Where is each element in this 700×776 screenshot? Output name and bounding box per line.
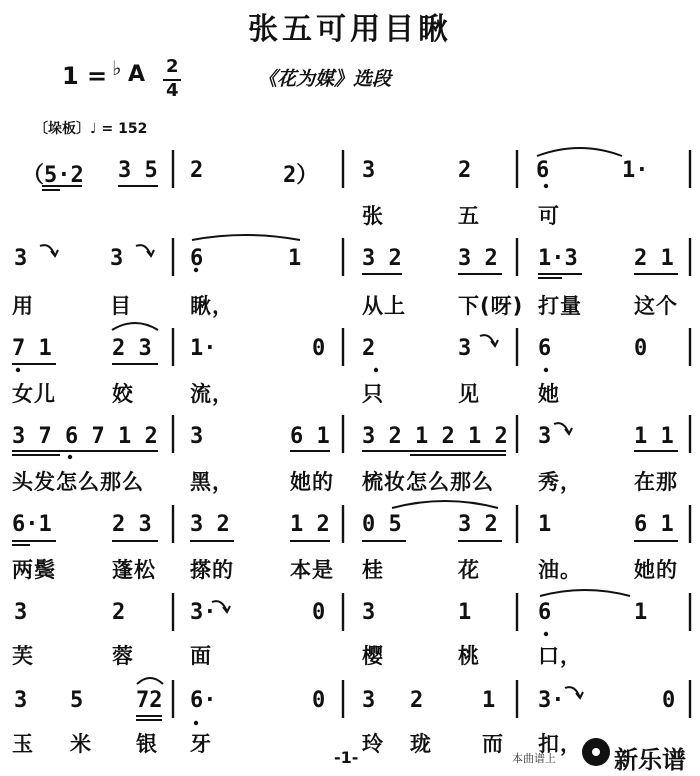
lyric-text: 玲 bbox=[362, 732, 384, 756]
lyric-text: 打量 bbox=[538, 294, 582, 318]
lyric-text: 蓉 bbox=[112, 644, 134, 668]
lyric-text: 五 bbox=[458, 204, 480, 228]
note-group: 0 5 bbox=[362, 512, 402, 537]
note-group: 1·3 bbox=[538, 246, 578, 271]
watermark-text: 本曲谱上 bbox=[512, 752, 556, 765]
note-group: 3 bbox=[362, 158, 376, 183]
note-group: 3 bbox=[14, 688, 28, 713]
lyric-text: 用 bbox=[12, 294, 34, 318]
note-group: 6 bbox=[538, 336, 552, 361]
lyric-text: 这个 bbox=[634, 294, 678, 318]
note-group: 3· bbox=[190, 600, 217, 625]
note-group: 3 2 bbox=[458, 512, 498, 537]
lyric-text: 扣， bbox=[538, 732, 582, 756]
key-note: A bbox=[128, 62, 146, 87]
lyric-text: 米 bbox=[70, 732, 92, 756]
note-group: 72 bbox=[136, 688, 163, 713]
note-group: 7 1 bbox=[12, 336, 52, 361]
note-group: 0 bbox=[662, 688, 676, 713]
lyric-text: 下(呀) bbox=[458, 294, 524, 318]
lyric-text: 在那 bbox=[634, 470, 678, 494]
note-group: 2 bbox=[190, 158, 204, 183]
lyric-text: 她的 bbox=[290, 470, 334, 494]
lyric-text: 目 bbox=[110, 294, 132, 318]
note-group: 1 bbox=[482, 688, 496, 713]
lyric-text: 从上 bbox=[362, 294, 406, 318]
note-group: 1· bbox=[622, 158, 649, 183]
note-group: 3· bbox=[538, 688, 565, 713]
lyric-text: 本是 bbox=[290, 558, 334, 582]
lyric-text: 面 bbox=[190, 644, 212, 668]
note-group: 3 bbox=[458, 336, 472, 361]
note-group: 1· bbox=[190, 336, 217, 361]
note-group: 3 bbox=[362, 600, 376, 625]
tempo-marking: 〔垛板〕♩ = 152 bbox=[34, 121, 148, 137]
lyric-text: 只 bbox=[362, 382, 384, 406]
note-group: （5·2 bbox=[22, 163, 84, 188]
lyric-text: 珑 bbox=[410, 732, 432, 756]
page-title: 张五可用目瞅 bbox=[248, 12, 452, 47]
lyric-text: 花 bbox=[458, 558, 480, 582]
note-group: 3 5 bbox=[118, 158, 158, 183]
key-signature-label: 1 = bbox=[62, 62, 108, 90]
note-group: 2 3 bbox=[112, 512, 152, 537]
note-group: 2 bbox=[112, 600, 126, 625]
note-group: 0 bbox=[634, 336, 648, 361]
note-group: 6 bbox=[538, 600, 552, 625]
note-group: 3 bbox=[190, 424, 204, 449]
lyric-text: 她的 bbox=[634, 558, 678, 582]
lyric-text: 女儿 bbox=[12, 382, 56, 406]
lyric-text: 樱 bbox=[362, 644, 384, 668]
time-signature-denominator: 4 bbox=[166, 80, 179, 101]
lyric-text: 她 bbox=[538, 382, 560, 406]
lyric-text: 头发怎么那么 bbox=[12, 470, 144, 494]
source-label: 《花为媒》选段 bbox=[258, 68, 392, 90]
note-group: 6·1 bbox=[12, 512, 52, 537]
note-group: 6 1 bbox=[290, 424, 330, 449]
note-group: 0 bbox=[312, 688, 326, 713]
note-group: 2） bbox=[283, 163, 319, 188]
lyric-text: 搽的 bbox=[190, 558, 234, 582]
note-group: 6 bbox=[190, 246, 204, 271]
lyric-text: 见 bbox=[458, 382, 480, 406]
lyric-text: 黑， bbox=[190, 470, 234, 494]
lyric-text: 梳妆怎么那么 bbox=[362, 470, 494, 494]
lyric-text: 牙 bbox=[190, 732, 212, 756]
note-group: 6 bbox=[536, 158, 550, 183]
note-group: 0 bbox=[312, 336, 326, 361]
note-group: 1 2 bbox=[290, 512, 330, 537]
note-group: 1 bbox=[458, 600, 472, 625]
brand-logo-icon bbox=[582, 738, 610, 766]
note-group: 3 bbox=[538, 424, 552, 449]
note-group: 6· bbox=[190, 688, 217, 713]
note-group: 1 1 bbox=[634, 424, 674, 449]
lyric-text: 秀， bbox=[538, 470, 582, 494]
note-group: 3 7 6 7 1 2 bbox=[12, 424, 158, 449]
note-group: 1 bbox=[288, 246, 302, 271]
lyric-text: 桂 bbox=[362, 558, 384, 582]
note-group: 1 bbox=[634, 600, 648, 625]
lyric-text: 两鬓 bbox=[12, 558, 56, 582]
note-group: 1 bbox=[538, 512, 552, 537]
lyric-text: 银 bbox=[136, 732, 158, 756]
page-number: -1- bbox=[334, 748, 359, 767]
note-group: 3 bbox=[110, 246, 124, 271]
note-group: 2 1 bbox=[634, 246, 674, 271]
note-group: 3 2 1 2 1 2 bbox=[362, 424, 508, 449]
note-group: 6 1 bbox=[634, 512, 674, 537]
note-group: 5 bbox=[70, 688, 84, 713]
note-group: 0 bbox=[312, 600, 326, 625]
note-group: 3 bbox=[14, 246, 28, 271]
watermark-brand: 新乐谱 bbox=[614, 746, 686, 774]
lyric-text: 瞅， bbox=[190, 294, 234, 318]
note-group: 2 bbox=[362, 336, 376, 361]
lyric-text: 流， bbox=[190, 382, 234, 406]
lyric-text: 蓬松 bbox=[112, 558, 156, 582]
lyric-text: 张 bbox=[362, 204, 384, 228]
lyric-text: 而 bbox=[482, 732, 504, 756]
note-group: 3 2 bbox=[362, 246, 402, 271]
lyric-text: 姣 bbox=[112, 382, 134, 406]
note-group: 2 bbox=[410, 688, 424, 713]
note-group: 2 bbox=[458, 158, 472, 183]
lyric-text: 玉 bbox=[12, 732, 34, 756]
lyric-text: 口， bbox=[538, 644, 582, 668]
lyric-text: 桃 bbox=[458, 644, 480, 668]
note-group: 3 2 bbox=[458, 246, 498, 271]
note-group: 3 2 bbox=[190, 512, 230, 537]
note-group: 3 bbox=[14, 600, 28, 625]
note-group: 2 3 bbox=[112, 336, 152, 361]
lyric-text: 可 bbox=[538, 204, 560, 228]
lyric-text: 油。 bbox=[538, 558, 582, 582]
time-signature-numerator: 2 bbox=[166, 56, 179, 77]
note-group: 3 bbox=[362, 688, 376, 713]
lyric-text: 芙 bbox=[12, 644, 34, 668]
flat-sign: ♭ bbox=[112, 56, 122, 80]
